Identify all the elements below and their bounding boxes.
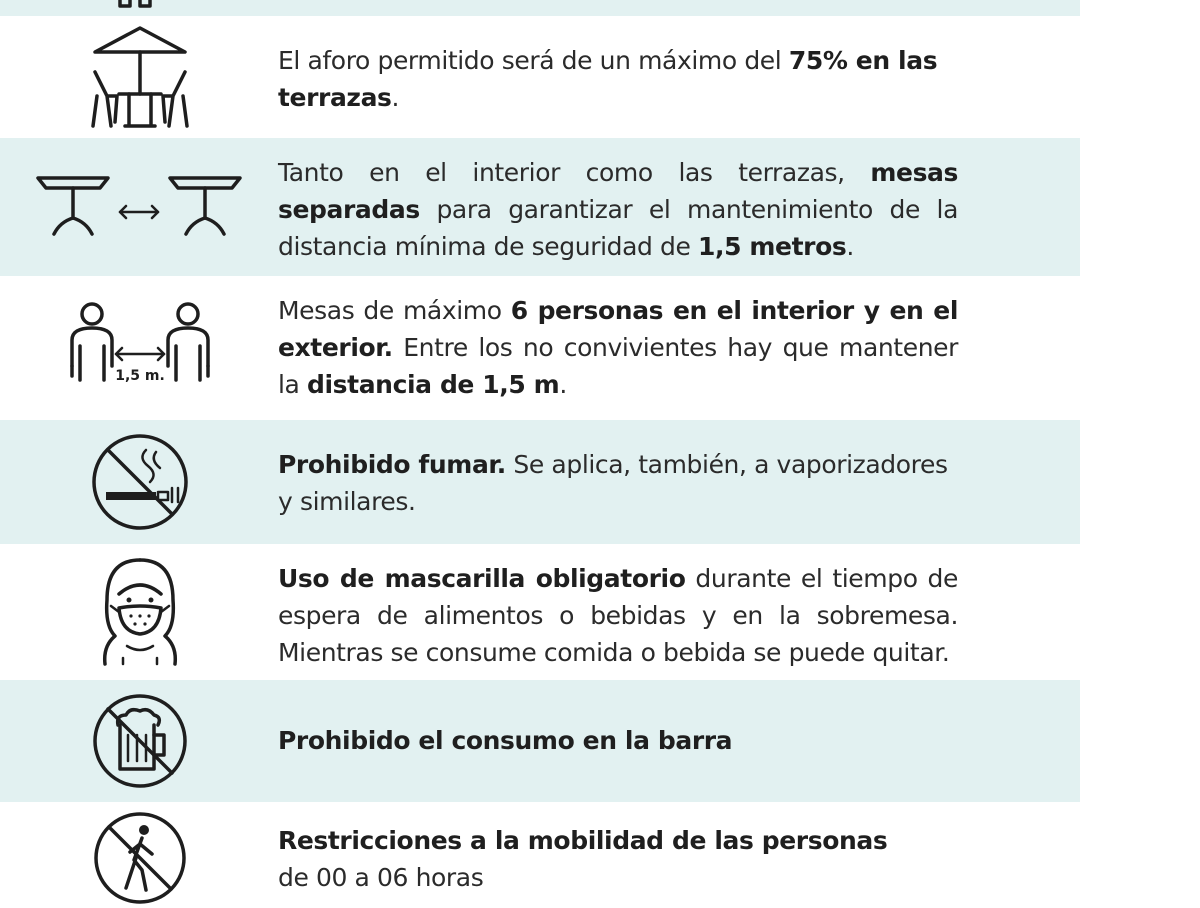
measure-text [278, 42, 958, 116]
plain-text: durante el tiempo de espera de alimentos o bebidas y en la sobremesa. Mientras se consume comida o bebida se puede quitar. [278, 564, 958, 667]
separated-tables-icon [30, 172, 250, 242]
previous-row-fragment [0, 0, 1080, 16]
distance-label: 1,5 m. [115, 368, 165, 384]
plain-text: El aforo permitido será de un máximo del [278, 46, 789, 75]
bold-text: Prohibido el consumo en la barra [278, 726, 733, 755]
bold-text: Restricciones a la mobilidad de las personas [278, 826, 888, 855]
plain-text: . [846, 232, 854, 261]
plain-text: para garantizar el mantenimiento de la distancia mínima de seguridad de [278, 195, 958, 261]
plain-text: Tanto en el interior como las terrazas, [278, 158, 871, 187]
bold-text: 6 personas en el interior y en el exterior. [278, 296, 958, 362]
previous-icon-fragment [100, 0, 180, 10]
terrace-table-umbrella-icon [85, 22, 195, 132]
measure-text [278, 560, 958, 671]
plain-text: Se aplica, también, a vaporizadores y similares. [278, 450, 948, 516]
measure-text [278, 292, 958, 403]
mobility-restriction-icon [90, 808, 190, 908]
plain-text: Mesas de máximo [278, 296, 511, 325]
bold-text: mesas separadas [278, 158, 958, 224]
measure-row-mask [0, 544, 1080, 680]
plain-text: . [391, 83, 400, 112]
no-bar-consumption-icon [90, 691, 190, 791]
bold-text: Prohibido fumar. [278, 450, 506, 479]
bold-text: distancia de 1,5 m [307, 370, 560, 399]
measure-row-bar [0, 680, 1080, 802]
measure-row-people [0, 276, 1080, 420]
measure-text [278, 722, 958, 759]
people-distance-icon [50, 298, 230, 398]
measure-text [278, 446, 958, 520]
measure-row-capacity [0, 16, 1080, 138]
measure-row-tables [0, 138, 1080, 276]
bold-text: 75% en las terrazas [278, 46, 938, 112]
measure-text [278, 154, 958, 265]
measure-row-mobility [0, 802, 1080, 900]
plain-text: Entre los no convivientes hay que mantener la [278, 333, 958, 399]
bold-text: 1,5 metros [698, 232, 847, 261]
no-smoking-icon [88, 430, 192, 534]
measure-text [278, 822, 958, 896]
bold-text: Uso de mascarilla obligatorio [278, 564, 686, 593]
plain-text: . [559, 370, 567, 399]
plain-text: de 00 a 06 horas [278, 863, 484, 892]
face-mask-icon [95, 554, 185, 670]
measure-row-smoking [0, 420, 1080, 544]
